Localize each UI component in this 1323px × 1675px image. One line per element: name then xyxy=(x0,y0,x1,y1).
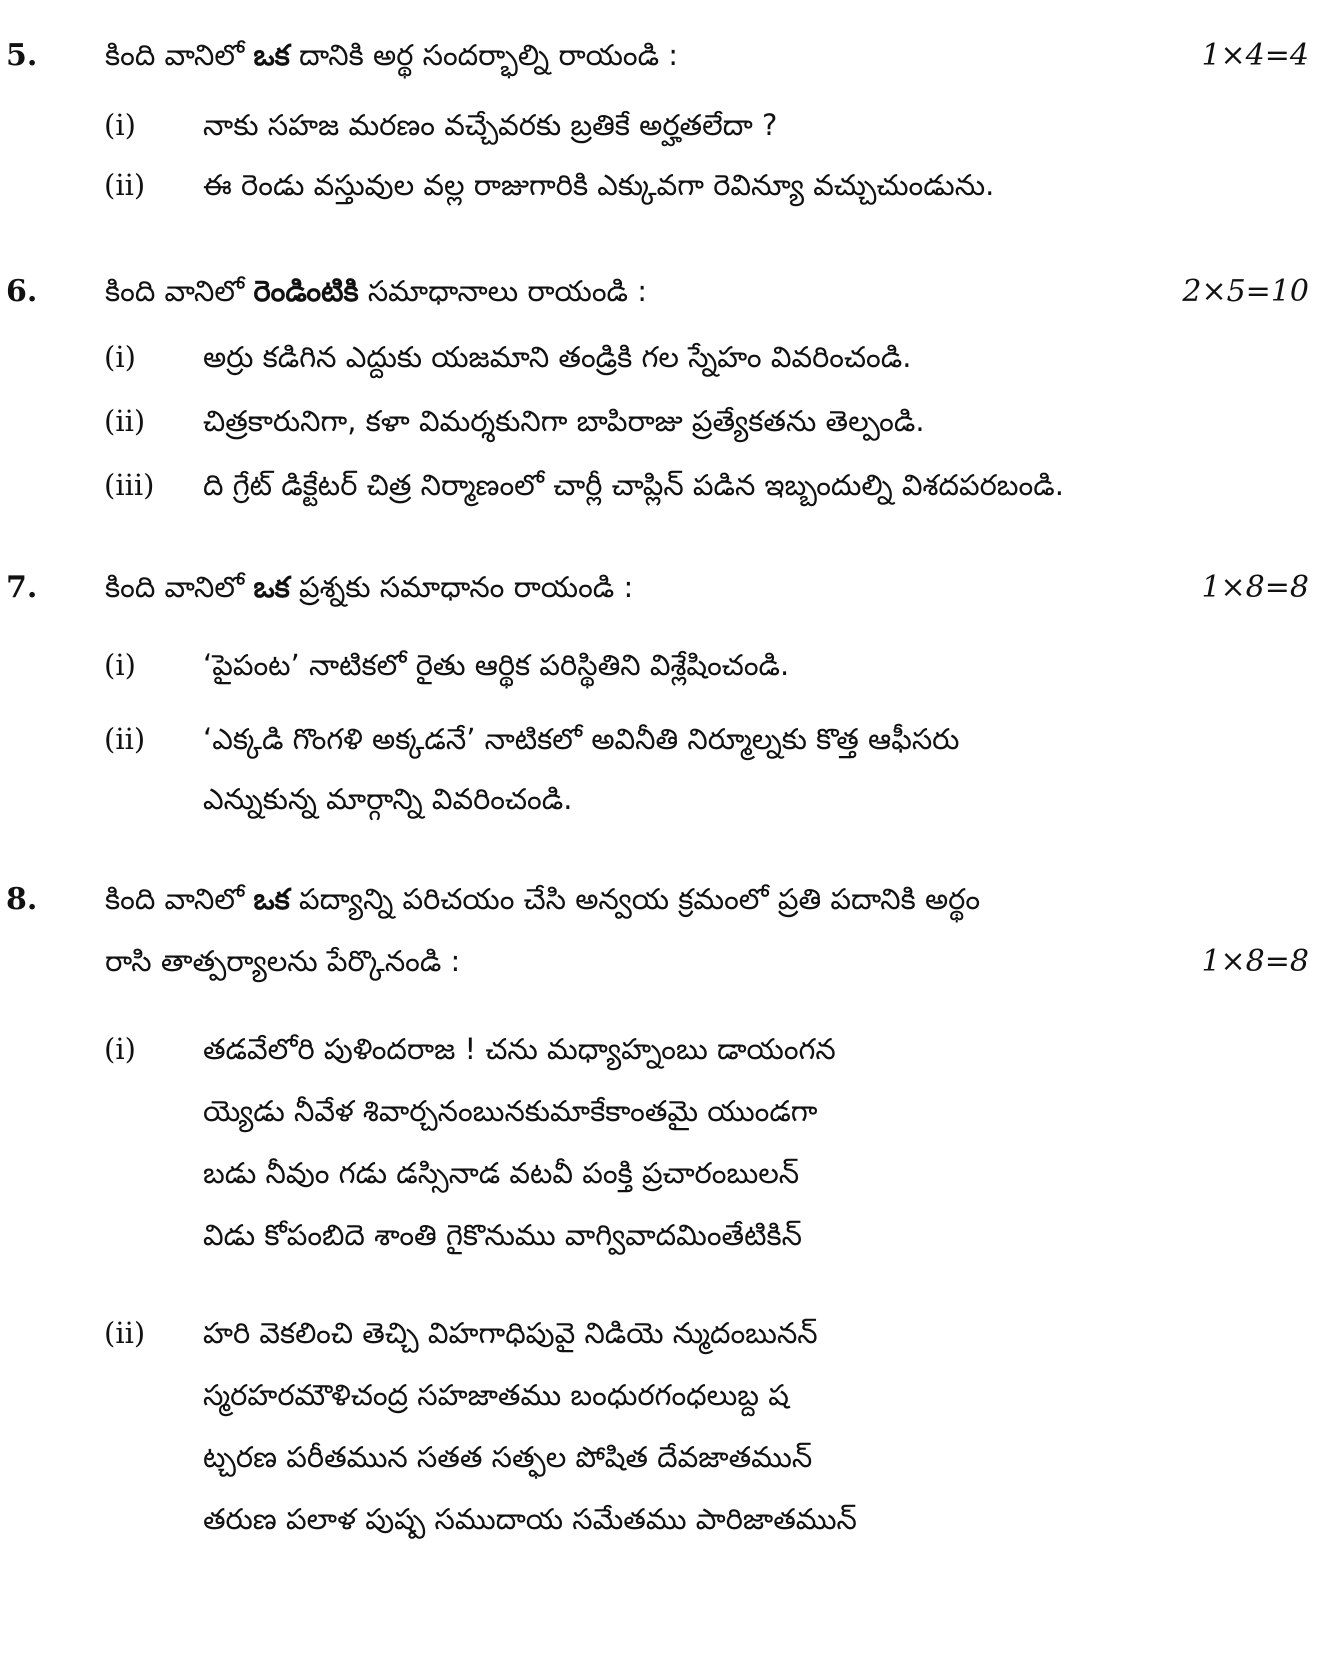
question-number: 6. xyxy=(6,274,38,309)
question-text: కింది వానిలో ఒక పద్యాన్ని పరిచయం చేసి అన్వయ క్రమంలో ప్రతి పదానికి అర్థం xyxy=(105,882,981,916)
poem-line: హరి వెకలించి తెచ్చి విహగాధిపువై నిడియె న్ముదంబునన్ xyxy=(203,1316,818,1350)
sub-text: ఎన్నుకున్న మార్గాన్ని వివరించండి. xyxy=(203,782,573,816)
question-text: కింది వానిలో ఒక ప్రశ్నకు సమాధానం రాయండి : xyxy=(105,570,634,604)
sub-text: ‘ఎక్కడి గొంగళి అక్కడనే’ నాటికలో అవినీతి నిర్మూల్నకు కొత్త ఆఫీసరు xyxy=(203,722,960,756)
poem-line: తడవేలోరి పుళిందరాజ ! చను మధ్యాహ్నంబు డాయంగన xyxy=(203,1032,836,1066)
poem-line: బడు నీవుం గడు డస్సినాడ వటవీ పంక్తి ప్రచారంబులన్ xyxy=(203,1156,800,1190)
sub-label: (i) xyxy=(104,340,136,374)
sub-text: ఈ రెండు వస్తువుల వల్ల రాజుగారికి ఎక్కువగా రెవిన్యూ వచ్చుచుండును. xyxy=(203,168,995,202)
marks: 1×8=8 xyxy=(1201,944,1309,979)
sub-text: చిత్రకారునిగా, కళా విమర్శకునిగా బాపిరాజు ప్రత్యేకతను తెల్పండి. xyxy=(203,404,925,438)
question-text: కింది వానిలో రెండింటికి సమాధానాలు రాయండి : xyxy=(105,274,648,308)
poem-line: తరుణ పలాళ పుష్ప సముదాయ సమేతము పారిజాతమున్ xyxy=(203,1502,857,1536)
question-number: 5. xyxy=(6,38,38,73)
sub-label: (i) xyxy=(104,1032,136,1066)
marks: 1×8=8 xyxy=(1201,570,1309,605)
sub-label: (ii) xyxy=(104,404,146,438)
sub-text: అర్రు కడిగిన ఎద్దుకు యజమాని తండ్రికి గల స్నేహం వివరించండి. xyxy=(203,340,912,374)
question-number: 7. xyxy=(6,570,38,605)
marks: 1×4=4 xyxy=(1201,38,1309,73)
poem-line: ట్చరణ పరీతమున సతత సత్ఫల పోషిత దేవజాతమున్ xyxy=(203,1440,813,1474)
sub-label: (iii) xyxy=(104,468,155,502)
sub-text: ‘పైపంట’ నాటికలో రైతు ఆర్థిక పరిస్థితిని విశ్లేషించండి. xyxy=(203,648,790,682)
marks: 2×5=10 xyxy=(1182,274,1309,309)
question-text: కింది వానిలో ఒక దానికి అర్థ సందర్భాల్ని రాయండి : xyxy=(105,38,679,72)
poem-line: విడు కోపంబిదె శాంతి గైకొనుము వాగ్వివాదమింతేటికిన్ xyxy=(203,1218,802,1252)
poem-line: య్యెడు నీవేళ శివార్చనంబునకుమాకేకాంతమై యుండగా xyxy=(203,1094,818,1128)
sub-label: (ii) xyxy=(104,722,146,756)
sub-label: (i) xyxy=(104,108,136,142)
question-text: రాసి తాత్పర్యాలను పేర్కొనండి : xyxy=(105,944,461,978)
sub-label: (i) xyxy=(104,648,136,682)
sub-label: (ii) xyxy=(104,168,146,202)
sub-text: నాకు సహజ మరణం వచ్చేవరకు బ్రతికే అర్హతలేదా ? xyxy=(203,108,778,142)
sub-label: (ii) xyxy=(104,1316,146,1350)
poem-line: స్మరహరమౌళిచంద్ర సహజాతము బంధురగంధలుబ్ద ష xyxy=(203,1378,789,1412)
sub-text: ది గ్రేట్ డిక్టేటర్ చిత్ర నిర్మాణంలో చార్లీ చాప్లిన్ పడిన ఇబ్బందుల్ని విశదపరబండి. xyxy=(203,468,1064,502)
question-number: 8. xyxy=(6,882,38,917)
